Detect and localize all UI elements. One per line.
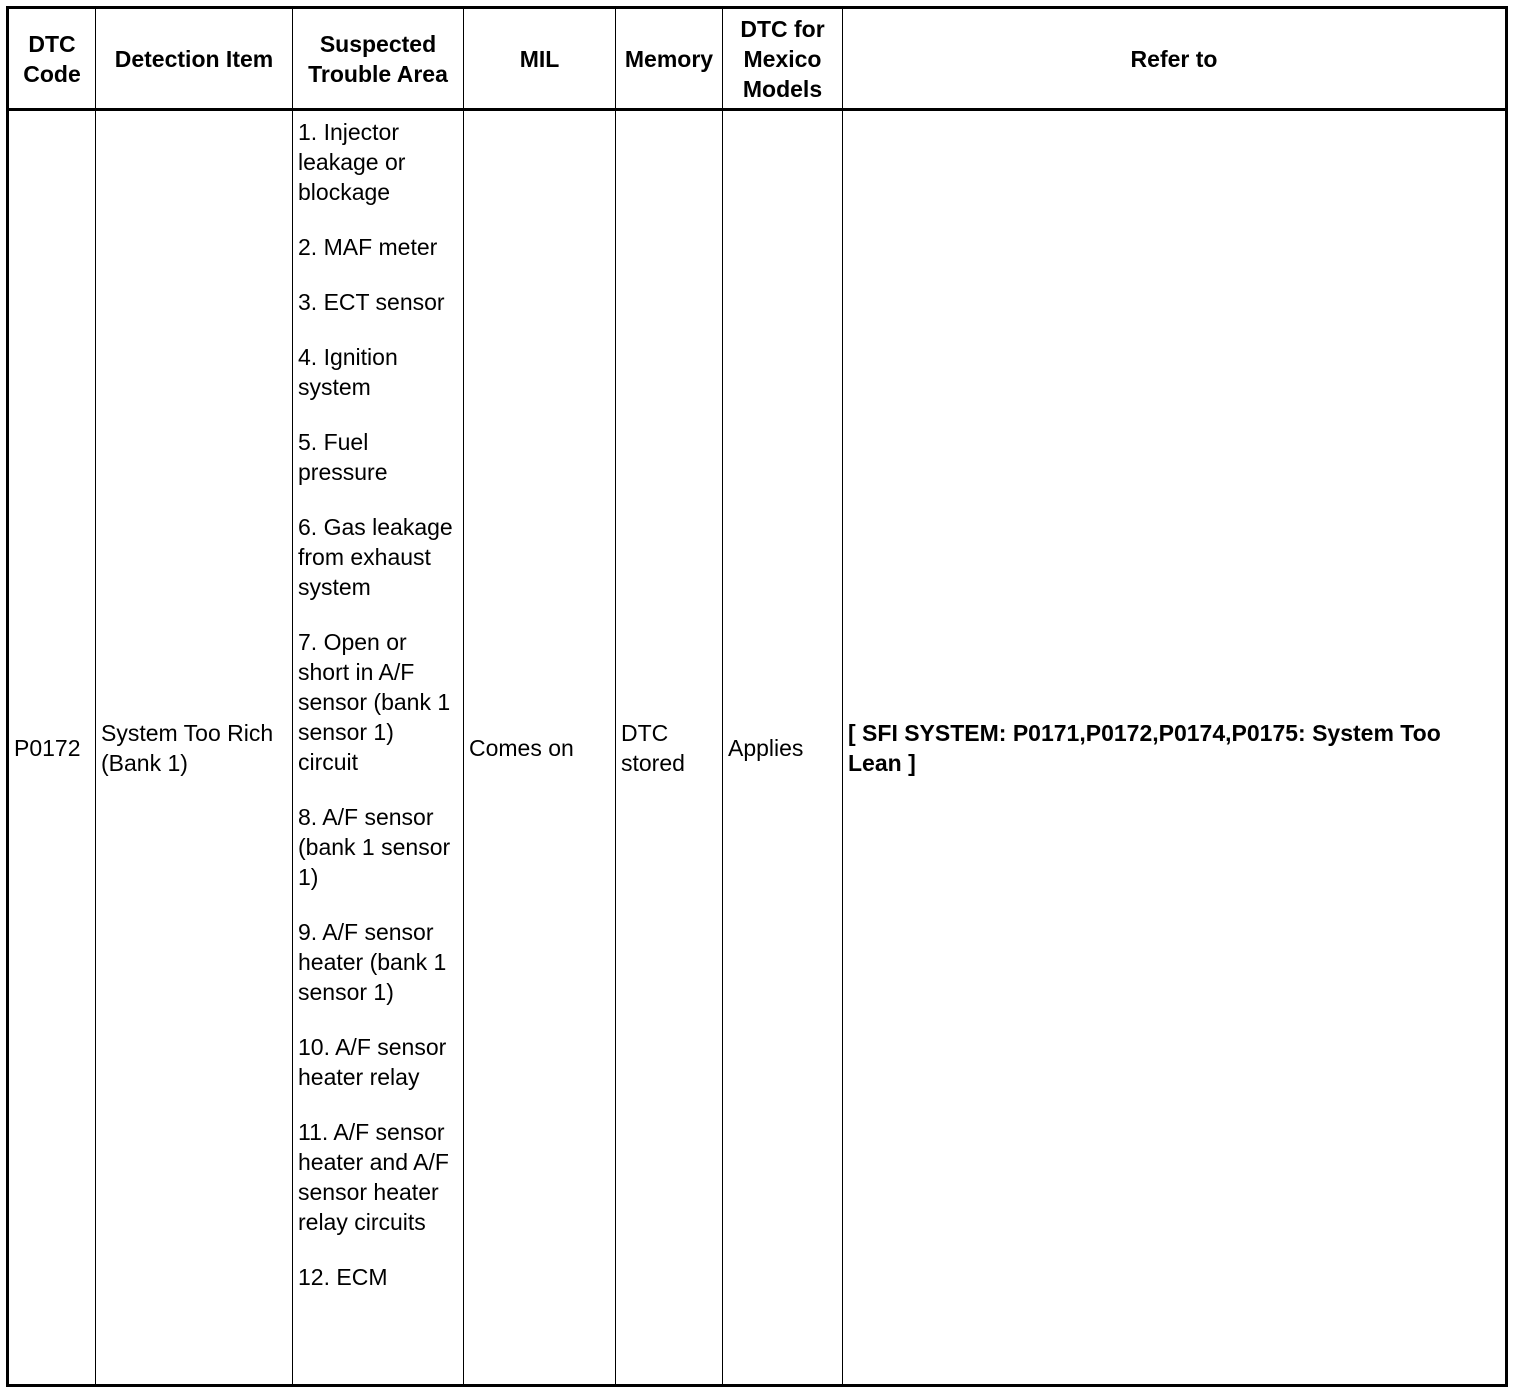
cell-mil: Comes on: [464, 110, 616, 1386]
header-memory: Memory: [616, 8, 723, 110]
table-row: [8, 110, 1507, 1386]
header-dtc-mexico: DTC for Mexico Models: [723, 8, 843, 110]
header-detection-item: Detection Item: [96, 8, 293, 110]
header-refer-to: Refer to: [843, 8, 1507, 110]
list-item: 4. Ignition system: [298, 344, 398, 400]
list-item: 10. A/F sensor heater relay: [298, 1034, 447, 1090]
header-suspected-trouble-area: Suspected Trouble Area: [293, 8, 464, 110]
list-item: 5. Fuel pressure: [298, 429, 388, 485]
cell-dtc-code: P0172: [8, 110, 96, 1386]
list-item: 2. MAF meter: [298, 234, 438, 260]
header-dtc-code: DTC Code: [8, 8, 96, 110]
list-item: 8. A/F sensor (bank 1 sensor 1): [298, 804, 451, 890]
list-item: 11. A/F sensor heater and A/F sensor heater relay circuits: [298, 1119, 449, 1235]
list-item: 9. A/F sensor heater (bank 1 sensor 1): [298, 919, 447, 1005]
list-item: 6. Gas leakage from exhaust system: [298, 514, 453, 600]
cell-suspected-trouble-area: [293, 110, 464, 1386]
cell-refer-to: [843, 110, 1507, 1386]
list-item: 7. Open or short in A/F sensor (bank 1 sensor 1) circuit: [298, 629, 451, 775]
dtc-table: [6, 6, 1508, 1387]
refer-to-link[interactable]: [ SFI SYSTEM: P0171,P0172,P0174,P0175: System Too Lean ]: [848, 719, 1441, 776]
list-item: 12. ECM: [298, 1264, 388, 1290]
cell-dtc-mexico: Applies: [723, 110, 843, 1386]
trouble-area-list: [298, 117, 458, 1292]
list-item: 1. Injector leakage or blockage: [298, 119, 406, 205]
header-mil: MIL: [464, 8, 616, 110]
cell-detection-item: System Too Rich (Bank 1): [96, 110, 293, 1386]
list-item: 3. ECT sensor: [298, 289, 445, 315]
header-row: [8, 8, 1507, 110]
cell-memory: DTC stored: [616, 110, 723, 1386]
